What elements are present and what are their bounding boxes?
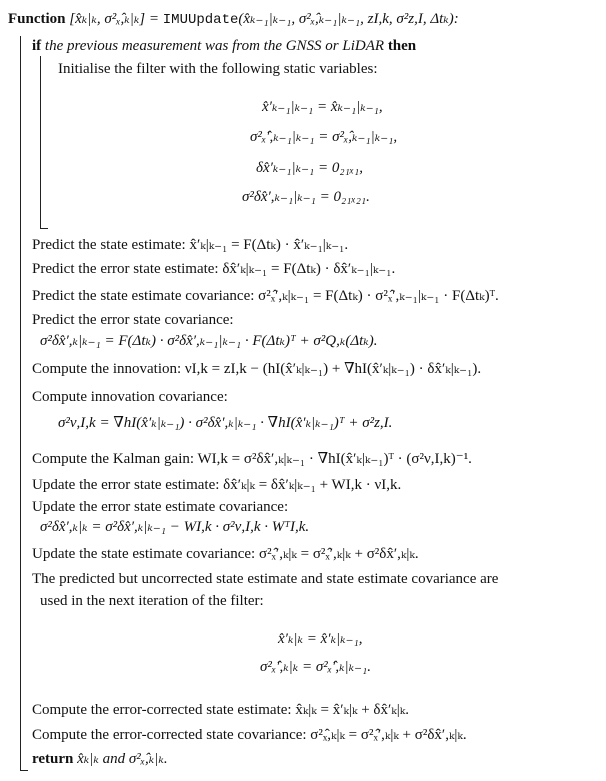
step-predict-error-covariance-eq: σ²δx̂′,ₖ|ₖ₋₁ = F(Δtₖ) · σ²δx̂′,ₖ₋₁|ₖ₋₁ · F(Δtₖ)ᵀ + σ²Q,ₖ(Δtₖ). [40, 333, 378, 349]
function-header [8, 12, 459, 27]
step-compute-innovation: Compute the innovation: νI,k = zI,k − (hI(x̂′ₖ|ₖ₋₁) + ∇hI(x̂′ₖ|ₖ₋₁) · δx̂′ₖ|ₖ₋₁). [32, 361, 482, 377]
function-keyword: Function [8, 11, 66, 27]
step-error-corrected-state: Compute the error-corrected state estimate: x̂ₖ|ₖ = x̂′ₖ|ₖ + δx̂′ₖ|ₖ. [32, 702, 409, 718]
step-update-error-state: Update the error state estimate: δx̂′ₖ|ₖ = δx̂′ₖ|ₖ₋₁ + WI,k · νI,k. [32, 477, 402, 493]
if-condition: the previous measurement was from the GNSS or LiDAR [44, 38, 385, 54]
step-predict-state-covariance: Predict the state estimate covariance: σ²ₓ̂′,ₖ|ₖ₋₁ = F(Δtₖ) · σ²ₓ̂′,ₖ₋₁|ₖ₋₁ · F(Δtₖ)ᵀ. [32, 288, 499, 304]
init-text: Initialise the filter with the following static variables: [58, 61, 378, 77]
function-args: (x̂ₖ₋₁|ₖ₋₁, σ²ₓ̂,ₖ₋₁|ₖ₋₁, zI,k, σ²z,I, Δtₖ): [238, 11, 459, 27]
function-body-rule-foot [20, 770, 28, 771]
return-values: x̂ₖ|ₖ and σ²ₓ̂,ₖ|ₖ. [77, 751, 168, 767]
next-eq-1: x̂′ₖ|ₖ = x̂′ₖ|ₖ₋₁, [278, 631, 363, 647]
step-predict-error-covariance-label: Predict the error state covariance: [32, 312, 234, 328]
step-innovation-covariance-eq: σ²ν,I,k = ∇hI(x̂′ₖ|ₖ₋₁) · σ²δx̂′,ₖ|ₖ₋₁ · ∇hI(x̂′ₖ|ₖ₋₁)ᵀ + σ²z,I. [58, 415, 393, 431]
step-predict-error-state: Predict the error state estimate: δx̂′ₖ|ₖ₋₁ = F(Δtₖ) · δx̂′ₖ₋₁|ₖ₋₁. [32, 261, 396, 277]
return-line [32, 752, 168, 767]
step-update-state-covariance: Update the state estimate covariance: σ²ₓ̂′,ₖ|ₖ = σ²ₓ̂′,ₖ|ₖ + σ²δx̂′,ₖ|ₖ. [32, 546, 419, 562]
step-predict-state: Predict the state estimate: x̂′ₖ|ₖ₋₁ = F(Δtₖ) · x̂′ₖ₋₁|ₖ₋₁. [32, 237, 349, 253]
step-update-error-covariance-label: Update the error state estimate covariance: [32, 499, 289, 515]
then-keyword: then [387, 38, 417, 54]
step-error-corrected-covariance: Compute the error-corrected state covariance: σ²ₓ̂,ₖ|ₖ = σ²ₓ̂′,ₖ|ₖ + σ²δx̂′,ₖ|ₖ. [32, 727, 467, 743]
step-kalman-gain: Compute the Kalman gain: WI,k = σ²δx̂′,ₖ|ₖ₋₁ · ∇hI(x̂′ₖ|ₖ₋₁)ᵀ · (σ²ν,I,k)⁻¹. [32, 451, 472, 467]
if-keyword: if [32, 38, 42, 54]
if-line [32, 39, 416, 54]
step-uncorrected-note-1: The predicted but uncorrected state estimate and state estimate covariance are [32, 571, 499, 587]
step-uncorrected-note-2: used in the next iteration of the filter: [40, 593, 264, 609]
init-eq-4: σ²δx̂′,ₖ₋₁|ₖ₋₁ = 0₂₁ₓ₂₁. [242, 189, 370, 205]
init-eq-3: δx̂′ₖ₋₁|ₖ₋₁ = 0₂₁ₓ₁, [256, 160, 364, 176]
function-body-rule [20, 36, 21, 770]
step-innovation-covariance-label: Compute innovation covariance: [32, 389, 228, 405]
init-eq-1: x̂′ₖ₋₁|ₖ₋₁ = x̂ₖ₋₁|ₖ₋₁, [262, 99, 383, 115]
function-outputs: [x̂ₖ|ₖ, σ²ₓ̂,ₖ|ₖ] = [69, 11, 160, 27]
next-eq-2: σ²ₓ̂′,ₖ|ₖ = σ²ₓ̂′,ₖ|ₖ₋₁. [260, 659, 372, 675]
function-name: IMUUpdate [162, 12, 239, 28]
step-update-error-covariance-eq: σ²δx̂′,ₖ|ₖ = σ²δx̂′,ₖ|ₖ₋₁ − WI,k · σ²ν,I,k · WᵀI,k. [40, 519, 310, 535]
if-block-rule-foot [40, 228, 48, 229]
return-keyword: return [32, 751, 74, 767]
init-eq-2: σ²ₓ̂′,ₖ₋₁|ₖ₋₁ = σ²ₓ̂,ₖ₋₁|ₖ₋₁, [250, 129, 398, 145]
if-block-rule [40, 56, 41, 228]
